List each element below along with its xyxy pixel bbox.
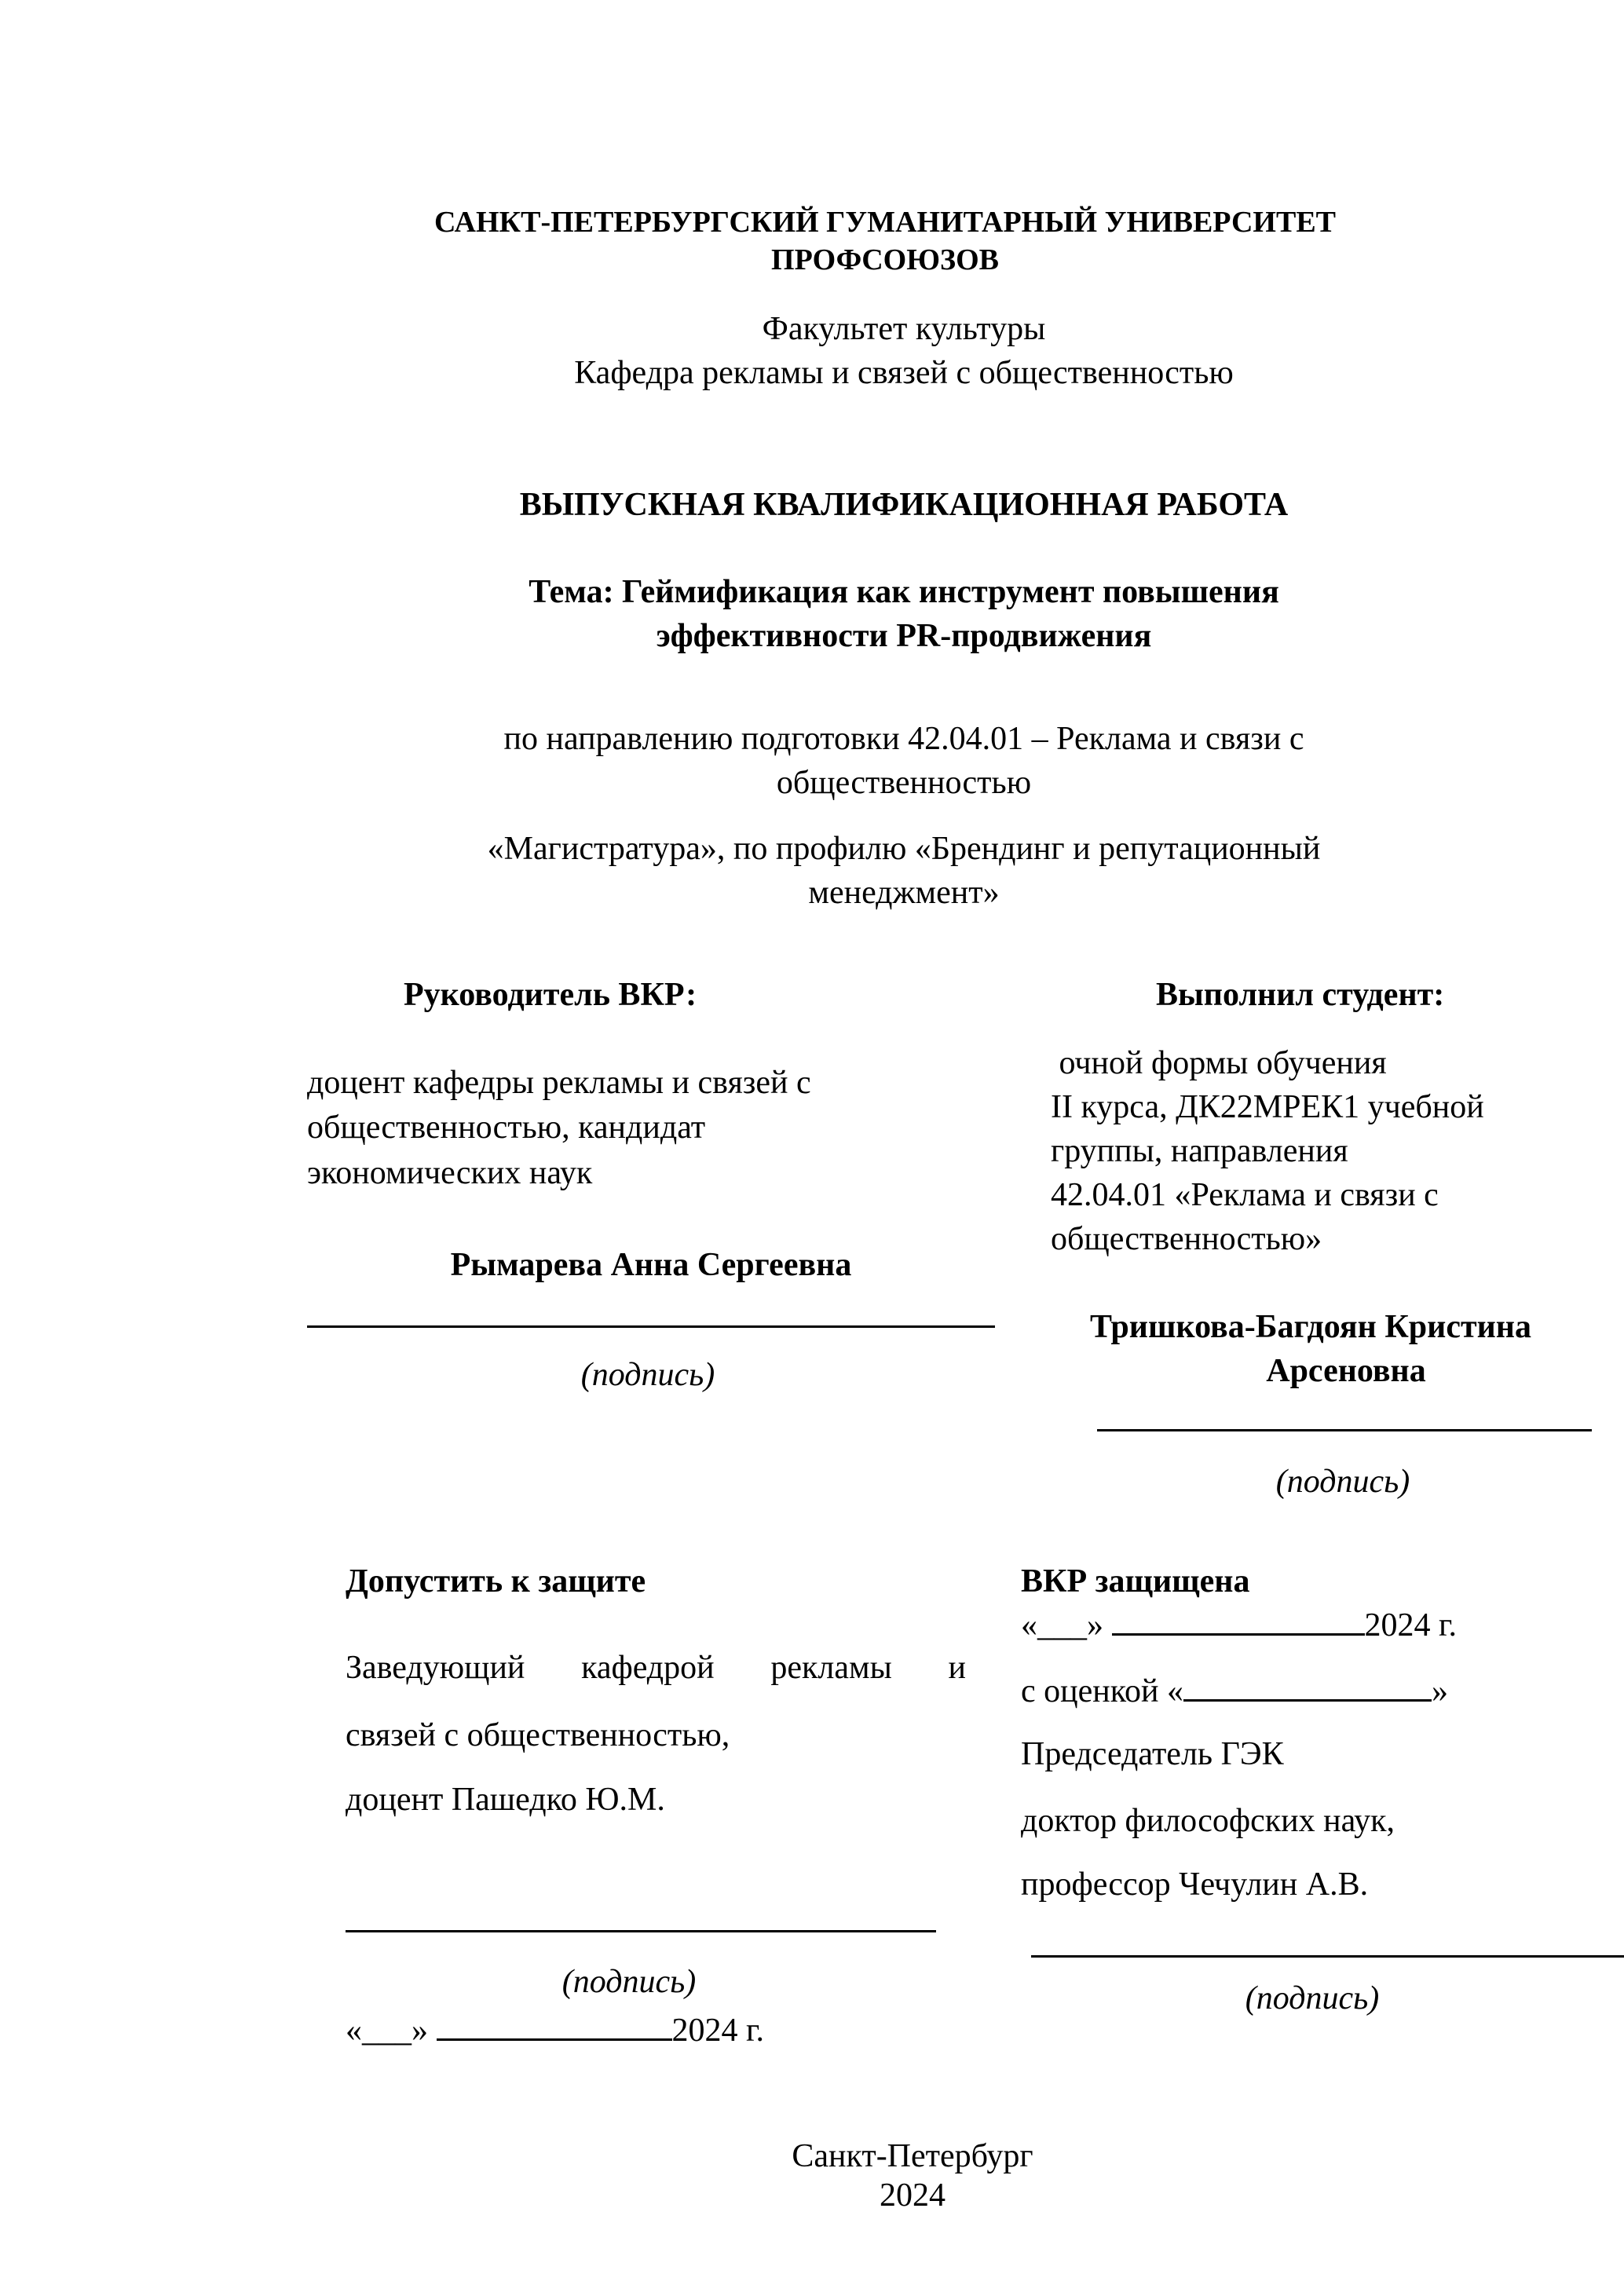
admission-line3: доцент Пашедко Ю.М.: [346, 1782, 665, 1818]
admission-line1: [346, 1648, 966, 1687]
word: кафедрой: [581, 1650, 715, 1686]
work-type: ВЫПУСКНАЯ КВАЛИФИКАЦИОННАЯ РАБОТА: [519, 487, 1289, 523]
student-name-line2: Арсеновна: [1266, 1353, 1426, 1389]
defense-heading: ВКР защищена: [1021, 1563, 1250, 1600]
chair-name: профессор Чечулин А.В.: [1021, 1866, 1369, 1903]
faculty: Факультет культуры: [762, 311, 1046, 347]
student-heading: Выполнил студент:: [1156, 977, 1445, 1013]
city: Санкт-Петербург: [792, 2138, 1033, 2174]
supervisor-signature-label: (подпись): [580, 1357, 715, 1393]
student-info-line: очной формы обучения: [1051, 1045, 1387, 1081]
profile-line2: менеджмент»: [808, 875, 1000, 911]
supervisor-position-line: общественностью, кандидат: [307, 1110, 706, 1146]
profile-line1: «Магистратура», по профилю «Брендинг и репутационный: [487, 831, 1321, 867]
grade-blank: [1183, 1673, 1432, 1702]
grade-suffix: »: [1432, 1673, 1448, 1709]
admission-line2: связей с общественностью,: [346, 1717, 730, 1753]
grade-prefix: с оценкой «: [1021, 1673, 1183, 1709]
supervisor-position-line: доцент кафедры рекламы и связей с: [307, 1065, 811, 1101]
word: рекламы: [770, 1650, 892, 1686]
supervisor-heading: Руководитель ВКР:: [404, 977, 697, 1013]
student-signature-label: (подпись): [1275, 1464, 1410, 1500]
topic-line1: Тема: Геймификация как инструмент повышения: [529, 574, 1279, 610]
admission-signature-label: (подпись): [561, 1964, 697, 2000]
defense-signature-label: (подпись): [1245, 1980, 1380, 2016]
student-info-line: группы, направления: [1051, 1133, 1348, 1169]
direction-line1: по направлению подготовки 42.04.01 – Реклама и связи с: [503, 721, 1304, 757]
defense-signature-line: [1031, 1955, 1624, 1958]
supervisor-position-line: экономических наук: [307, 1155, 593, 1191]
word: и: [948, 1650, 966, 1686]
chair-degree: доктор философских наук,: [1021, 1803, 1395, 1839]
student-name-line1: Тришкова-Багдоян Кристина: [1090, 1309, 1531, 1345]
admission-heading: Допустить к защите: [346, 1563, 646, 1600]
date-month-blank: [1112, 1607, 1365, 1636]
direction-line2: общественностью: [776, 765, 1032, 801]
university-name-line2: ПРОФСОЮЗОВ: [771, 243, 999, 276]
date-day: «___»: [1021, 1607, 1103, 1643]
defense-grade: [1021, 1672, 1448, 1711]
topic-line2: эффективности PR-продвижения: [656, 618, 1152, 654]
admission-date: [346, 2011, 764, 2050]
date-month-blank: [437, 2012, 672, 2041]
student-signature-line: [1097, 1429, 1592, 1431]
student-info-line: общественностью»: [1051, 1221, 1322, 1257]
student-info-line: 42.04.01 «Реклама и связи с: [1051, 1177, 1439, 1213]
student-info-line: II курса, ДК22МРЕК1 учебной: [1051, 1089, 1484, 1125]
date-year: 2024 г.: [1364, 1607, 1457, 1643]
university-name-line1: САНКТ-ПЕТЕРБУРГСКИЙ ГУМАНИТАРНЫЙ УНИВЕРСИТЕТ: [433, 206, 1337, 239]
supervisor-signature-line: [307, 1325, 995, 1328]
admission-signature-line: [346, 1930, 936, 1932]
year: 2024: [880, 2177, 946, 2214]
date-year: 2024 г.: [671, 2013, 764, 2049]
date-day: «___»: [346, 2013, 428, 2049]
department: Кафедра рекламы и связей с общественностью: [574, 355, 1234, 391]
word: Заведующий: [346, 1650, 525, 1686]
chair-title: Председатель ГЭК: [1021, 1736, 1284, 1772]
defense-date: [1021, 1606, 1457, 1645]
supervisor-name: Рымарева Анна Сергеевна: [450, 1247, 852, 1283]
